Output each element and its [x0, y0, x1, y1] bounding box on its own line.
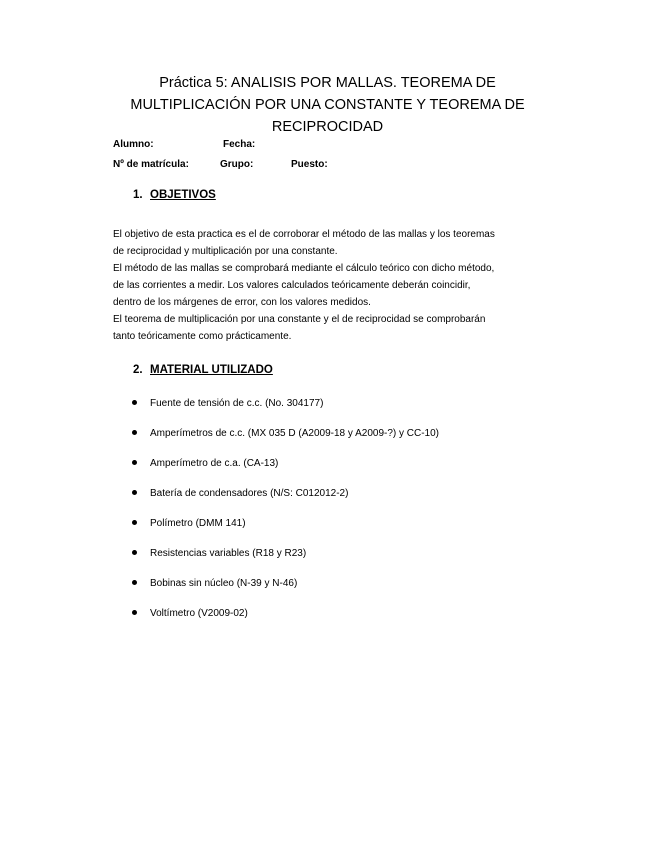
- paragraph-line: El teorema de multiplicación por una constante y el de reciprocidad se comprobarán: [113, 314, 486, 325]
- title-line: Práctica 5: ANALISIS POR MALLAS. TEOREMA DE: [159, 75, 496, 91]
- section-heading-objetivos: [133, 189, 216, 201]
- bullet-icon: [132, 460, 137, 465]
- bullet-icon: [132, 550, 137, 555]
- title-line: MULTIPLICACIÓN POR UNA CONSTANTE Y TEOREMA DE: [130, 97, 525, 113]
- alumno-label: Alumno:: [113, 139, 154, 150]
- objetivos-paragraph: [113, 226, 553, 345]
- paragraph-line: El objetivo de esta practica es el de corroborar el método de las mallas y los teoremas: [113, 229, 495, 240]
- document-title: [100, 72, 555, 138]
- grupo-label: Grupo:: [220, 159, 254, 170]
- bullet-icon: [132, 400, 137, 405]
- paragraph-line: dentro de los márgenes de error, con los valores medidos.: [113, 297, 371, 308]
- puesto-label: Puesto:: [291, 159, 328, 170]
- paragraph-line: tanto teóricamente como prácticamente.: [113, 331, 292, 342]
- bullet-icon: [132, 580, 137, 585]
- bullet-icon: [132, 610, 137, 615]
- section-heading-material: [133, 364, 273, 376]
- section-title: OBJETIVOS: [150, 189, 216, 201]
- section-number: 1.: [133, 189, 143, 201]
- section-number: 2.: [133, 364, 143, 376]
- title-line: RECIPROCIDAD: [271, 119, 384, 135]
- paragraph-line: de las corrientes a medir. Los valores calculados teóricamente deberán coincidir,: [113, 280, 471, 291]
- paragraph-line: El método de las mallas se comprobará mediante el cálculo teórico con dicho método,: [113, 263, 495, 274]
- paragraph-line: de reciprocidad y multiplicación por una constante.: [113, 246, 338, 257]
- bullet-icon: [132, 520, 137, 525]
- bullet-icon: [132, 490, 137, 495]
- bullet-icon: [132, 430, 137, 435]
- section-title: MATERIAL UTILIZADO: [150, 364, 273, 376]
- fecha-label: Fecha:: [223, 139, 256, 150]
- matricula-label: Nº de matrícula:: [113, 159, 189, 170]
- document-page: Práctica 5: ANALISIS POR MALLAS. TEOREMA DE MULTIPLICACIÓN POR UNA CONSTANTE Y TEOREMA DE RECIPROCIDAD Alumno: Fecha: Nº de matrícula: Grupo: Puesto: 1. OBJETIVOS El objetivo de esta practica es el de corroborar el método de las mallas y los teoremas de reciprocidad y multiplicación por una constante. El método de las mallas se comprobará mediante el cálculo teórico con dicho método, de las corrientes a medir. Los valores calculados teóricamente deberán coincidir, dentro de los márgenes de error, con los valores medidos. El teorema de multiplicación por una constante y el de reciprocidad se comprobarán tanto teóricamente como prácticamente. 2. MATERIAL UTILIZADO Fuente de tensión de c.c. (No. 304177) Amperímetros de c.c. (MX 035 D (A2009-18 y A2009-?) y CC-10) Amperímetro de c.a. (CA-13) Batería de condensadores (N/S: C012012-2) Polímetro (DMM 141) Resistencias variables (R18 y R23) Bobinas sin núcleo (N-39 y N-46) Voltímetro (V2009-02): [0, 0, 655, 848]
